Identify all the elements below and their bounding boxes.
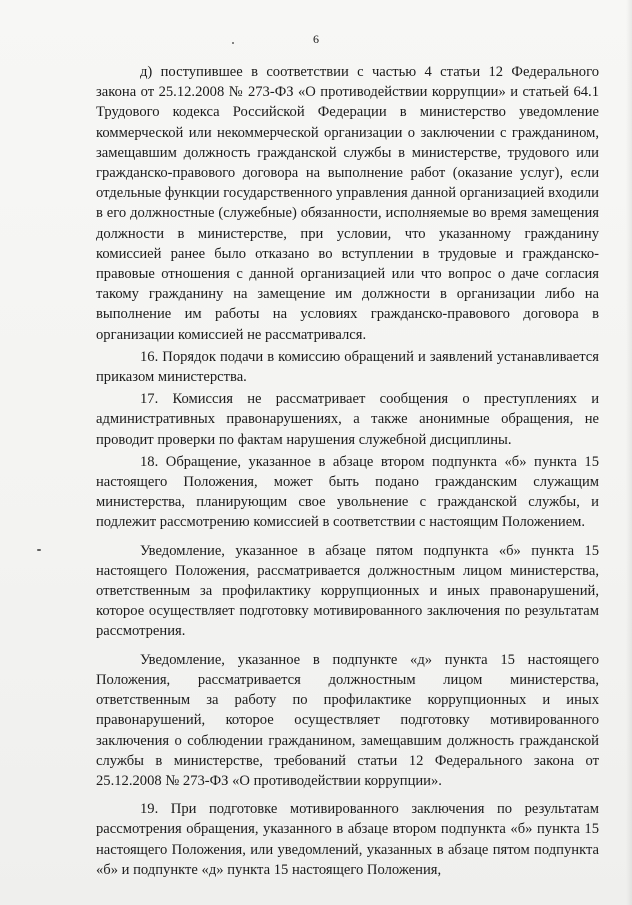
paragraph-16: 16. Порядок подачи в комиссию обращений и заявлений устанавливается приказом министерства. <box>96 348 599 386</box>
paragraph-notice-b5: Уведомление, указанное в абзаце пятом подпункта «б» пункта 15 настоящего Положения, рассматривается должностным лицом министерства, ответственным за профилактику коррупционных и иных правонарушений, которое осуществляет подготовку мотивированного заключения по результатам рассмотрения. <box>96 542 599 640</box>
paragraph-notice-d: Уведомление, указанное в подпункте «д» пункта 15 настоящего Положения, рассматривается должностным лицом министерства, ответственным за работу по профилактике коррупционных и иных правонарушений, которое осуществляет подготовку мотивированного заключения о соблюдении гражданином, замещавшим должность гражданской службы в министерстве, требований статьи 12 Федерального закона от 25.12.2008 № 273-ФЗ «О противодействии коррупции». <box>96 651 599 789</box>
page-edge-shadow <box>626 0 632 905</box>
page-number: 6 <box>313 32 319 46</box>
scan-speck <box>232 42 234 44</box>
paragraph-18: 18. Обращение, указанное в абзаце втором подпункта «б» пункта 15 настоящего Положения, может быть подано гражданским служащим министерства, планирующим свое увольнение с гражданской службы, и подлежит рассмотрению комиссией в соответствии с настоящим Положением. <box>96 453 599 531</box>
paragraph-19: 19. При подготовке мотивированного заключения по результатам рассмотрения обращения, указанного в абзаце втором подпункта «б» пункта 15 настоящего Положения, или уведомлений, указанных в абзаце пятом подпункта «б» и подпункте «д» пункта 15 настоящего Положения, <box>96 801 599 878</box>
document-body <box>96 62 599 880</box>
paragraph-17: 17. Комиссия не рассматривает сообщения о преступлениях и административных правонарушениях, а также анонимные обращения, не проводит проверки по фактам нарушения служебной дисциплины. <box>96 391 599 448</box>
scan-speck <box>37 549 41 551</box>
paragraph-15-d: д) поступившее в соответствии с частью 4 статьи 12 Федерального закона от 25.12.2008 № 273-ФЗ «О противодействии коррупции» и статьей 64.1 Трудового кодекса Российской Федерации в министерство уведомление коммерческой или некоммерческой организации о заключении с гражданином, замещавшим должность гражданской службы в министерстве, трудового или гражданско-правового договора на выполнение работ (оказание услуг), если отдельные функции государственного управления данной организацией входили в его должностные (служебные) обязанности, исполняемые во время замещения должности в министерстве, при условии, что указанному гражданину комиссией ранее было отказано во вступлении в трудовые и гражданско-правовые отношения с данной организацией или что вопрос о даче согласия такому гражданину на замещение им должности в организации либо на выполнение им работы на условиях гражданско-правового договора в организации комиссией не рассматривался. <box>96 64 599 343</box>
